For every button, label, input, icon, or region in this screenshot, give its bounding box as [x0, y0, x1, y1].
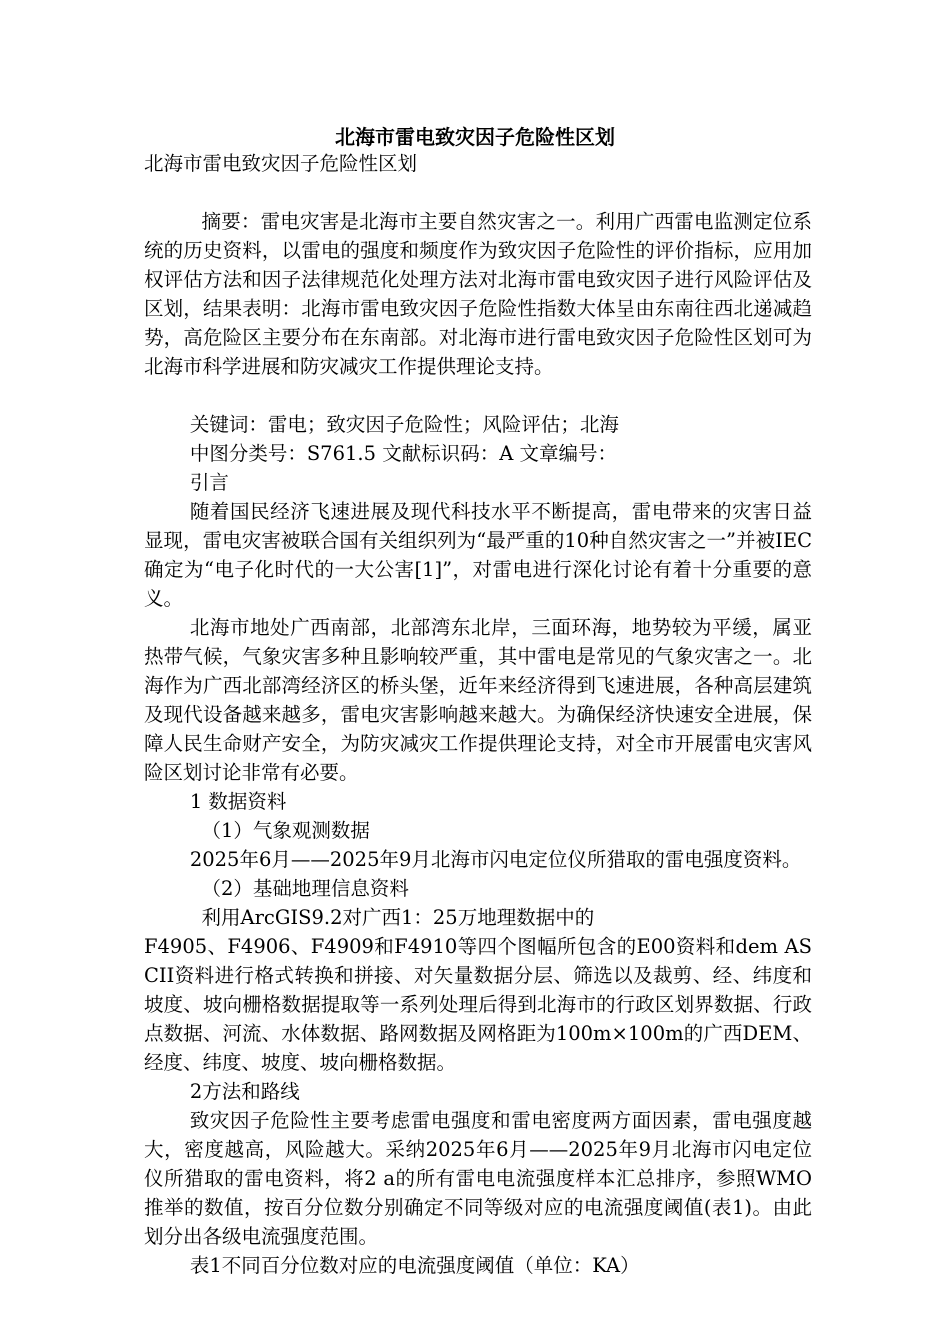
- section-2-paragraph-1: 致灾因子危险性主要考虑雷电强度和雷电密度两方面因素，雷电强度越大，密度越高，风险越大。采纳2025年6月——2025年9月北海市闪电定位仪所猎取的雷电资料，将2 a的所有雷电电流强度样本汇总排序，参照WMO推举的数值，按百分位数分别确定不同等级对应的电流强度阈值(表1)。由此划分出各级电流强度范围。: [144, 1109, 812, 1248]
- spacer: [144, 178, 812, 207]
- intro-heading: 引言: [189, 471, 229, 494]
- section-1-subheading-1: （1）气象观测数据: [201, 819, 370, 842]
- section-1-subheading-2: （2）基础地理信息资料: [201, 877, 409, 900]
- table-1-caption: 表1不同百分位数对应的电流强度阈值（单位：KA）: [189, 1254, 640, 1277]
- classification-line: 中图分类号：S761.5 文献标识码：A 文章编号：: [189, 442, 617, 465]
- section-2-heading: 2方法和路线: [189, 1080, 300, 1103]
- section-1-paragraph-1: 2025年6月——2025年9月北海市闪电定位仪所猎取的雷电强度资料。: [189, 848, 802, 871]
- document-body: [144, 149, 812, 1280]
- document-subtitle: 北海市雷电致灾因子危险性区划: [144, 152, 418, 175]
- spacer: [144, 381, 812, 410]
- section-1-paragraph-2: F4905、F4906、F4909和F4910等四个图幅所包含的E00资料和dem ASCII资料进行格式转换和拼接、对矢量数据分层、筛选以及裁剪、经、纬度和坡度、坡向栅格数据提取等一系列处理后得到北海市的行政区划界数据、行政点数据、河流、水体数据、路网数据及网格距为100m×100m的广西DEM、经度、纬度、坡度、坡向栅格数据。: [144, 935, 812, 1074]
- abstract-paragraph: 摘要：雷电灾害是北海市主要自然灾害之一。利用广西雷电监测定位系统的历史资料，以雷电的强度和频度作为致灾因子危险性的评价指标，应用加权评估方法和因子法律规范化处理方法对北海市雷电致灾因子进行风险评估及区划，结果表明：北海市雷电致灾因子危险性指数大体呈由东南往西北递减趋势，高危险区主要分布在东南部。对北海市进行雷电致灾因子危险性区划可为北海市科学进展和防灾减灾工作提供理论支持。: [144, 210, 812, 378]
- intro-paragraph-2: 北海市地处广西南部，北部湾东北岸，三面环海，地势较为平缓，属亚热带气候，气象灾害多种且影响较严重，其中雷电是常见的气象灾害之一。北海作为广西北部湾经济区的桥头堡，近年来经济得到飞速进展，各种高层建筑及现代设备越来越多，雷电灾害影响越来越大。为确保经济快速安全进展，保障人民生命财产安全，为防灾减灾工作提供理论支持，对全市开展雷电灾害风险区划讨论非常有必要。: [144, 616, 812, 784]
- section-1-heading: 1 数据资料: [189, 790, 287, 813]
- keywords-line: 关键词：雷电；致灾因子危险性；风险评估；北海: [189, 413, 619, 436]
- intro-paragraph-1: 随着国民经济飞速进展及现代科技水平不断提高，雷电带来的灾害日益显现，雷电灾害被联合国有关组织列为“最严重的10种自然灾害之一”并被IEC确定为“电子化时代的一大公害[1]”，对雷电进行深化讨论有着十分重要的意义。: [144, 500, 812, 610]
- document-title: 北海市雷电致灾因子危险性区划: [335, 125, 615, 149]
- section-1-paragraph-2-line-1: 利用ArcGIS9.2对广西1：25万地理数据中的: [201, 906, 595, 929]
